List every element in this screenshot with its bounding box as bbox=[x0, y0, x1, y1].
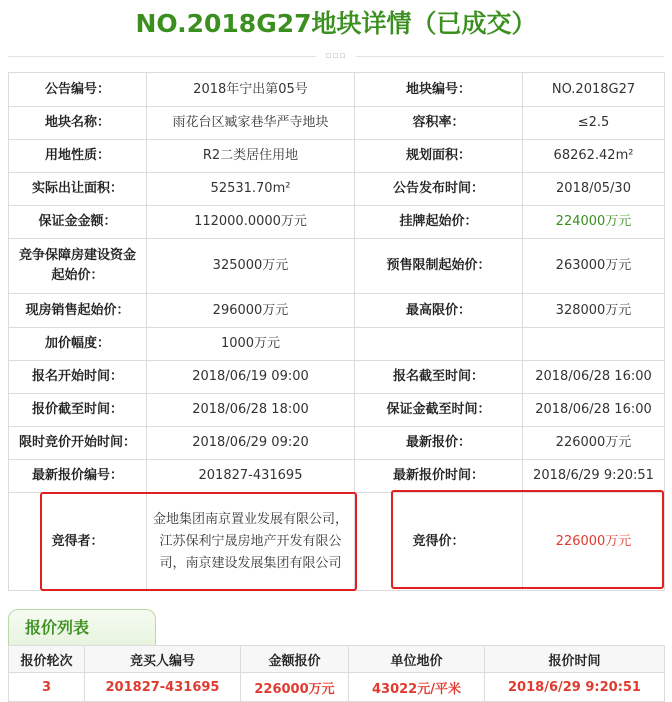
unit-price-cell: 43022元/平米 bbox=[349, 673, 485, 702]
timed-bid-start-value: 2018/06/29 09:20 bbox=[147, 427, 355, 460]
signup-end-value: 2018/06/28 16:00 bbox=[523, 361, 665, 394]
details-row bbox=[9, 107, 665, 140]
parcel-name-label: 地块名称： bbox=[9, 107, 147, 140]
signup-start-label: 报名开始时间： bbox=[9, 361, 147, 394]
winner-value: 金地集团南京置业发展有限公司，江苏保利宁晟房地产开发有限公司，南京建设发展集团有限公司 bbox=[147, 493, 355, 591]
publish-time-value: 2018/05/30 bbox=[523, 173, 665, 206]
spot-sale-value: 296000万元 bbox=[147, 294, 355, 328]
announcement-no-value: 2018年宁出第05号 bbox=[147, 73, 355, 107]
details-row bbox=[9, 427, 665, 460]
latest-quote-no-value: 201827-431695 bbox=[147, 460, 355, 493]
winning-price-highlight-box bbox=[391, 490, 664, 589]
housing-fund-value: 325000万元 bbox=[147, 239, 355, 294]
amount-header: 金额报价 bbox=[241, 646, 349, 673]
latest-quote-time-value: 2018/6/29 9:20:51 bbox=[523, 460, 665, 493]
empty-cell bbox=[523, 328, 665, 361]
details-row bbox=[9, 173, 665, 206]
winning-price-label: 竞得价： bbox=[355, 493, 523, 591]
details-row bbox=[9, 239, 665, 294]
increment-value: 1000万元 bbox=[147, 328, 355, 361]
latest-quote-time-label: 最新报价时间： bbox=[355, 460, 523, 493]
details-row bbox=[9, 73, 665, 107]
deposit-deadline-value: 2018/06/28 16:00 bbox=[523, 394, 665, 427]
actual-area-value: 52531.70m² bbox=[147, 173, 355, 206]
details-row bbox=[9, 140, 665, 173]
parcel-no-label: 地块编号： bbox=[355, 73, 523, 107]
round-header: 报价轮次 bbox=[9, 646, 85, 673]
spot-sale-label: 现房销售起始价： bbox=[9, 294, 147, 328]
presale-limit-value: 263000万元 bbox=[523, 239, 665, 294]
latest-quote-no-label: 最新报价编号： bbox=[9, 460, 147, 493]
max-price-value: 328000万元 bbox=[523, 294, 665, 328]
bidder-no-cell: 201827-431695 bbox=[85, 673, 241, 702]
bidder-no-header: 竞买人编号 bbox=[85, 646, 241, 673]
details-row bbox=[9, 294, 665, 328]
timed-bid-start-label: 限时竞价开始时间： bbox=[9, 427, 147, 460]
details-row bbox=[9, 328, 665, 361]
land-use-value: R2二类居住用地 bbox=[147, 140, 355, 173]
deposit-label: 保证金金额： bbox=[9, 206, 147, 239]
details-row bbox=[9, 361, 665, 394]
details-row bbox=[9, 206, 665, 239]
quote-deadline-label: 报价截至时间： bbox=[9, 394, 147, 427]
planned-area-value: 68262.42m² bbox=[523, 140, 665, 173]
latest-quote-label: 最新报价： bbox=[355, 427, 523, 460]
presale-limit-label: 预售限制起始价： bbox=[355, 239, 523, 294]
deposit-deadline-label: 保证金截至时间： bbox=[355, 394, 523, 427]
winning-price-value: 226000万元 bbox=[523, 493, 665, 591]
details-row bbox=[9, 394, 665, 427]
parcel-name-value: 雨花台区臧家巷华严寺地块 bbox=[147, 107, 355, 140]
details-row bbox=[9, 460, 665, 493]
signup-start-value: 2018/06/19 09:00 bbox=[147, 361, 355, 394]
actual-area-label: 实际出让面积： bbox=[9, 173, 147, 206]
unit-price-header: 单位地价 bbox=[349, 646, 485, 673]
empty-cell bbox=[355, 328, 523, 361]
quote-time-header: 报价时间 bbox=[485, 646, 665, 673]
housing-fund-label: 竞争保障房建设资金起始价： bbox=[9, 239, 147, 294]
announcement-no-label: 公告编号： bbox=[9, 73, 147, 107]
increment-label: 加价幅度： bbox=[9, 328, 147, 361]
planned-area-label: 规划面积： bbox=[355, 140, 523, 173]
quote-deadline-value: 2018/06/28 18:00 bbox=[147, 394, 355, 427]
plot-ratio-label: 容积率： bbox=[355, 107, 523, 140]
winner-label: 竞得者： bbox=[9, 493, 147, 591]
winner-highlight-box bbox=[40, 492, 357, 591]
round-cell: 3 bbox=[9, 673, 85, 702]
deposit-value: 112000.0000万元 bbox=[147, 206, 355, 239]
parcel-no-value: NO.2018G27 bbox=[523, 73, 665, 107]
plot-ratio-value: ≤2.5 bbox=[523, 107, 665, 140]
publish-time-label: 公告发布时间： bbox=[355, 173, 523, 206]
signup-end-label: 报名截至时间： bbox=[355, 361, 523, 394]
quote-time-cell: 2018/6/29 9:20:51 bbox=[485, 673, 665, 702]
amount-cell: 226000万元 bbox=[241, 673, 349, 702]
quote-list-tab[interactable]: 报价列表 bbox=[8, 609, 156, 645]
land-use-label: 用地性质： bbox=[9, 140, 147, 173]
starting-price-label: 挂牌起始价： bbox=[355, 206, 523, 239]
quote-list-table bbox=[8, 645, 665, 702]
max-price-label: 最高限价： bbox=[355, 294, 523, 328]
quote-list-header bbox=[8, 609, 664, 646]
divider-ornament: ▫▫▫ bbox=[316, 48, 356, 64]
table-row bbox=[9, 673, 665, 702]
starting-price-value: 224000万元 bbox=[523, 206, 665, 239]
page-title: NO.2018G27地块详情（已成交） bbox=[135, 9, 537, 38]
latest-quote-value: 226000万元 bbox=[523, 427, 665, 460]
